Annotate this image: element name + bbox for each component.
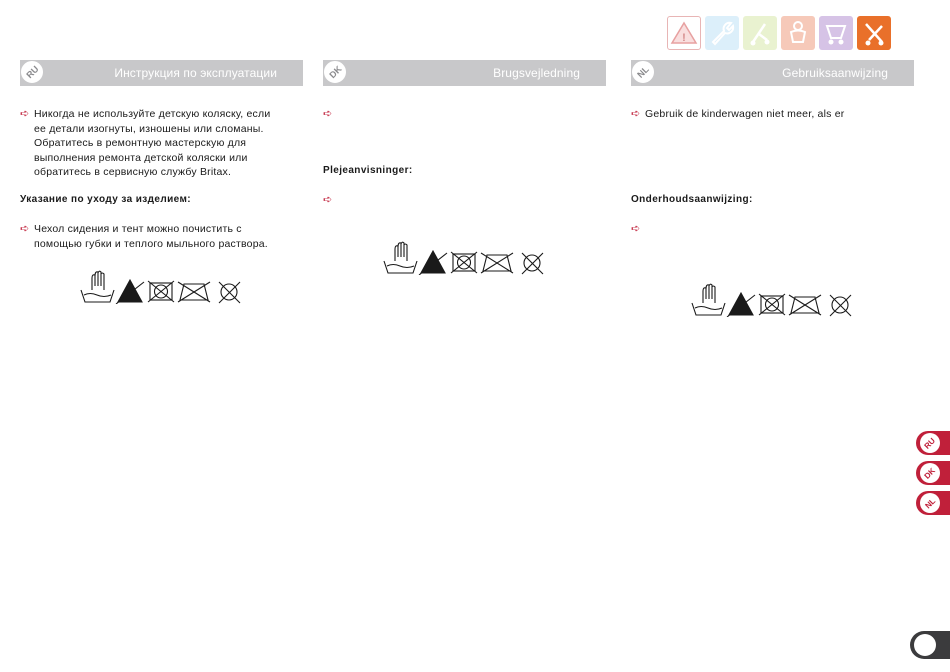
- section-title-nl: Gebruiksaanwijzing: [782, 66, 888, 80]
- page-tab: [910, 631, 950, 659]
- care-symbols-dk: [383, 233, 549, 275]
- care-heading-ru: Указание по уходу за изделием:: [20, 194, 192, 205]
- child-harness-icon: [781, 16, 815, 50]
- bullet-text-ru-2: Чехол сидения и тент можно почистить с помощью губки и теплого мыльного раствора.: [34, 223, 268, 250]
- no-bleach-icon: [421, 251, 445, 273]
- wrench-icon: [705, 16, 739, 50]
- arrow-bullet-icon: ➪: [631, 108, 641, 120]
- arrow-bullet-icon: ➪: [323, 108, 333, 120]
- arrow-bullet-icon: ➪: [20, 223, 30, 235]
- no-bleach-icon: [729, 293, 753, 315]
- hand-wash-icon: [384, 261, 417, 273]
- side-tab-ru[interactable]: [916, 431, 950, 455]
- care-heading-dk: Plejeanvisninger:: [323, 165, 413, 176]
- bullet-item-nl-1: [631, 107, 916, 122]
- warning-icon: [667, 16, 701, 50]
- stroller-fold-icon: [743, 16, 777, 50]
- svg-text:!: !: [682, 32, 686, 44]
- bullet-item-ru-1: [20, 107, 305, 180]
- side-tab-nl[interactable]: [916, 491, 950, 515]
- lang-badge-dk: [323, 60, 347, 84]
- stroller-accessory-icon: [819, 16, 853, 50]
- bullet-text-nl-1: Gebruik de kinderwagen niet meer, als er: [645, 108, 845, 120]
- side-tab-label-ru: RU: [922, 435, 938, 451]
- care-symbols-nl: [691, 275, 857, 317]
- lang-badge-nl: [631, 60, 655, 84]
- section-header-dk: [323, 60, 606, 86]
- section-header-nl: [631, 60, 914, 86]
- bullet-item-ru-2: [20, 222, 305, 251]
- hand-wash-icon: [81, 290, 114, 302]
- no-bleach-icon: [118, 280, 142, 302]
- care-heading-nl: Onderhoudsaanwijzing:: [631, 194, 753, 205]
- lang-code-nl: NL: [635, 64, 651, 80]
- side-tab-dk[interactable]: [916, 461, 950, 485]
- category-icon-bar: [667, 16, 891, 50]
- section-title-dk: Brugsvejledning: [493, 66, 580, 80]
- lang-code-ru: RU: [23, 63, 41, 81]
- arrow-bullet-icon: ➪: [323, 194, 333, 206]
- arrow-bullet-icon: ➪: [631, 223, 641, 235]
- page-tab-disc: [914, 634, 936, 656]
- bullet-text-ru-1: Никогда не используйте детскую коляску, если ее детали изогнуты, изношены или сломаны. Обратитесь в ремонтную мастерскую для выполнения ремонта детской коляски или обратитесь в сервисную службу Britax.: [34, 108, 271, 178]
- section-title-ru: Инструкция по эксплуатации: [114, 66, 277, 80]
- stroller-care-icon: [857, 16, 891, 50]
- lang-code-dk: DK: [326, 63, 344, 81]
- hand-wash-icon: [692, 303, 725, 315]
- side-tab-label-nl: NL: [923, 496, 937, 510]
- arrow-bullet-icon: ➪: [20, 108, 30, 120]
- lang-badge-ru: [20, 60, 44, 84]
- side-tab-label-dk: DK: [922, 465, 938, 481]
- care-symbols-ru: [80, 262, 246, 304]
- section-header-ru: [20, 60, 303, 86]
